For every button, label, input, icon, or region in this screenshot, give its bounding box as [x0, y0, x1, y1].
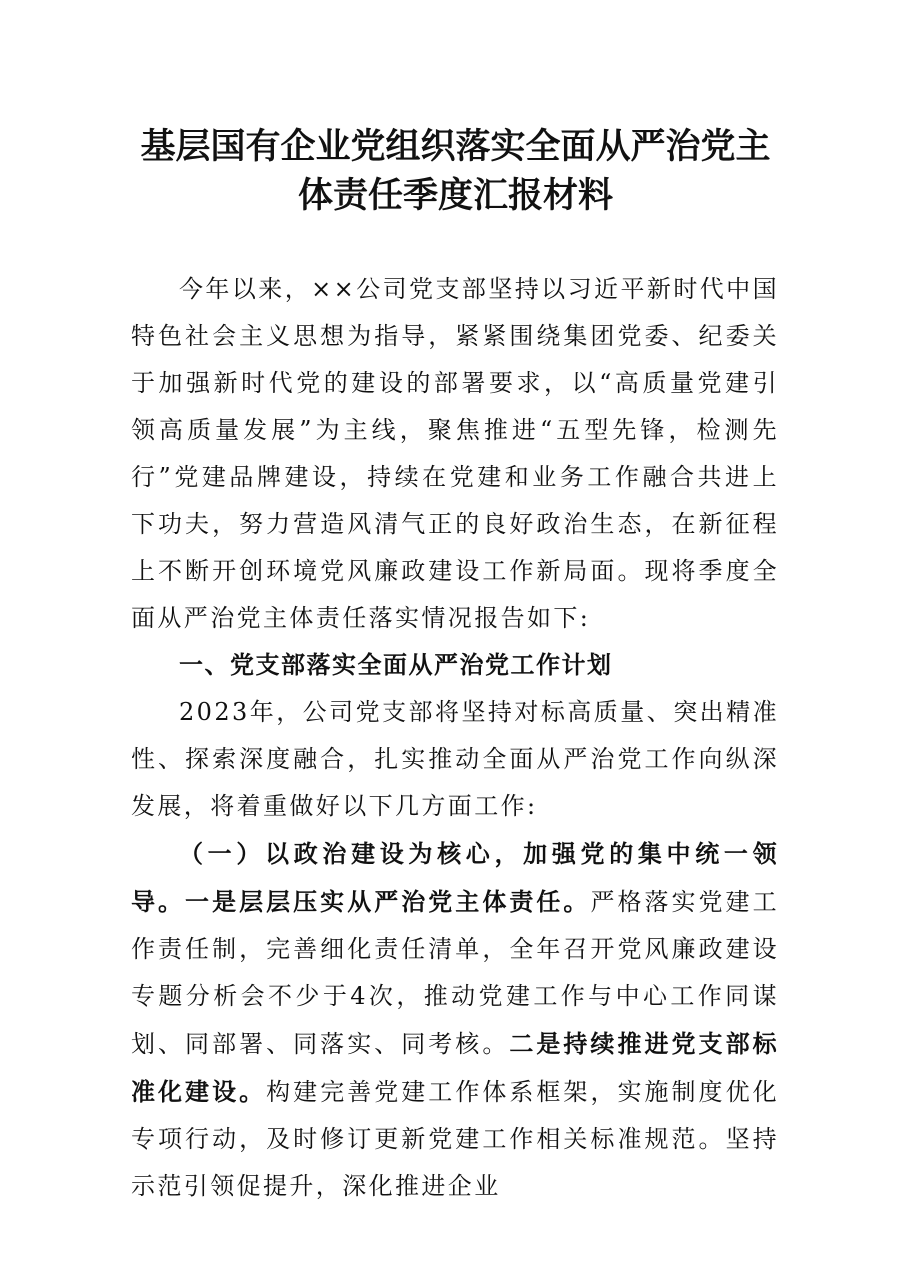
plan-paragraph: 2023年，公司党支部将坚持对标高质量、突出精准性、探索深度融合，扎实推动全面从严治党工作向纵深发展，将着重做好以下几方面工作: — [131, 698, 779, 820]
measures-paragraph — [131, 830, 779, 1210]
document-body — [131, 266, 779, 1210]
document-title: 基层国有企业党组织落实全面从严治党主体责任季度汇报材料 — [140, 126, 771, 216]
subsection-point-2: 二是持续推进党支部标准化建设。 — [131, 1029, 779, 1106]
subsection-text-2: 构建完善党建工作体系框架，实施制度优化专项行动，及时修订更新党建工作相关标准规范。坚持示范引领促提升，深化推进企业 — [131, 1078, 780, 1200]
subsection-text-1: 严格落实党建工作责任制，完善细化责任清单，全年召开党风廉政建设专题分析会不少于4次，推动党建工作与中心工作同谋划、同部署、同落实、同考核。 — [131, 888, 779, 1058]
intro-paragraph: 今年以来，××公司党支部坚持以习近平新时代中国特色社会主义思想为指导，紧紧围绕集团党委、纪委关于加强新时代党的建设的部署要求，以“高质量党建引领高质量发展”为主线，聚焦推进“五型先锋，检测先行”党建品牌建设，持续在党建和业务工作融合共进上下功夫，努力营造风清气正的良好政治生态，在新征程上不断开创环境党风廉政建设工作新局面。现将季度全面从严治党主体责任落实情况报告如下: — [131, 275, 779, 632]
subsection-lead: （一）以政治建设为核心，加强党的集中统一领导。一是层层压实从严治党主体责任。 — [131, 839, 779, 916]
section-heading: 一、党支部落实全面从严治党工作计划 — [179, 651, 613, 679]
